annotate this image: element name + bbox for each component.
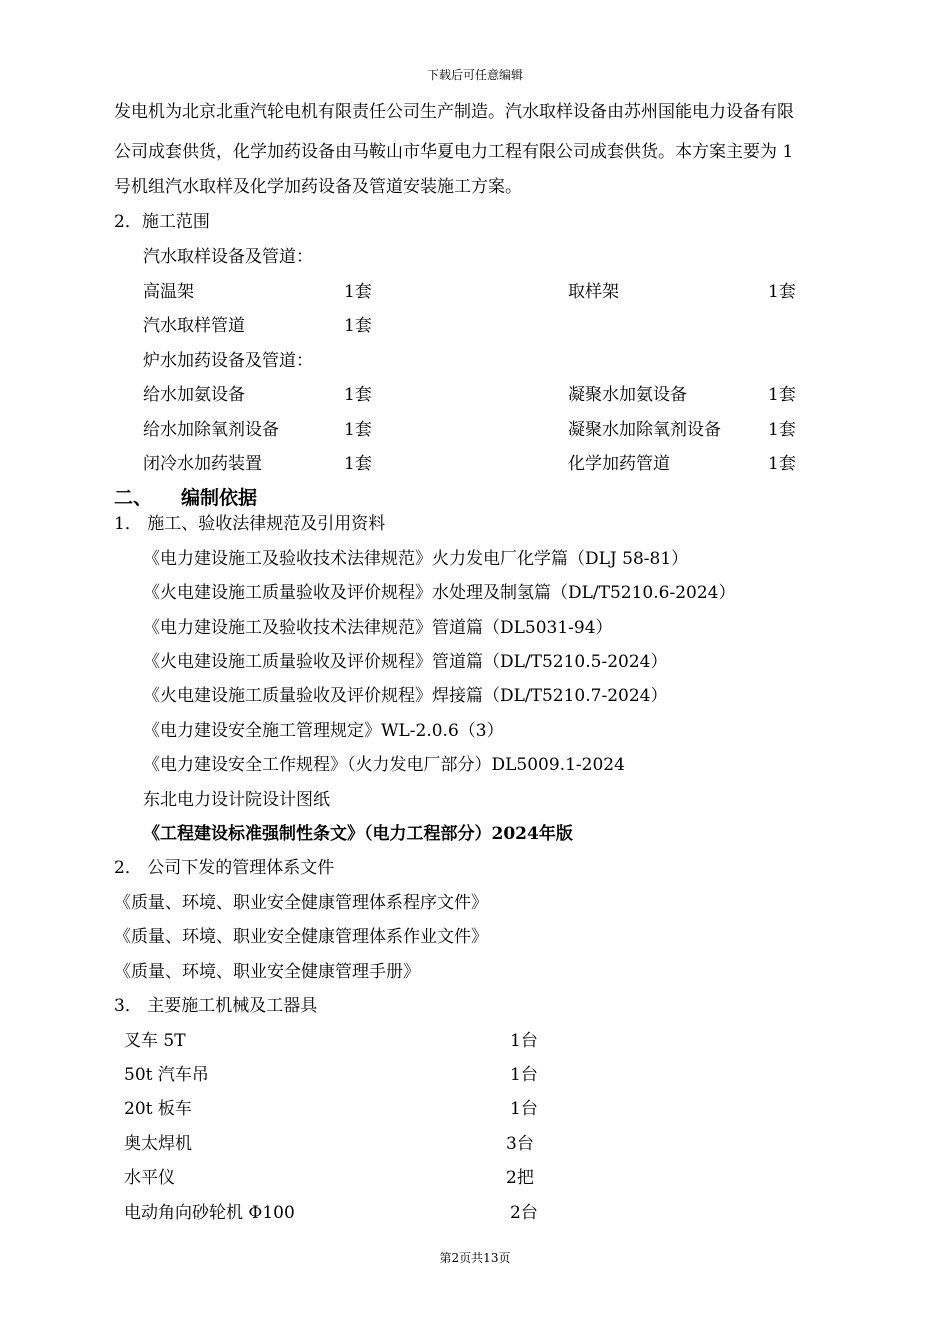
document-item: 《质量、环境、职业安全健康管理体系程序文件》 (114, 893, 488, 913)
scope-item-qty: 1套 (768, 454, 796, 474)
scope-item-qty: 1套 (768, 282, 796, 302)
subsection-title: 3． 主要施工机械及工器具 (114, 996, 318, 1016)
tool-name: 叉车 5T (124, 1031, 186, 1051)
scope-item-name: 取样架 (568, 282, 619, 302)
page-header: 下载后可任意编辑 (426, 68, 523, 82)
scope-item-qty: 1套 (344, 385, 372, 405)
reference-item: 《电力建设安全施工管理规定》WL-2.0.6（3） (143, 721, 504, 741)
scope-item-name: 汽水取样管道 (143, 316, 245, 336)
scope-item-name: 给水加氨设备 (143, 385, 245, 405)
tool-name: 20t 板车 (124, 1099, 192, 1119)
intro-line: 公司成套供货，化学加药设备由马鞍山市华夏电力工程有限公司成套供货。本方案主要为 1 (114, 142, 794, 162)
scope-item-qty: 1套 (344, 420, 372, 440)
scope-item-qty: 1套 (344, 282, 372, 302)
tool-qty: 2把 (506, 1168, 534, 1188)
tool-qty: 1台 (510, 1065, 538, 1085)
scope-item-qty: 1套 (768, 420, 796, 440)
scope-item-name: 闭冷水加药装置 (143, 454, 262, 474)
scope-item-qty: 1套 (768, 385, 796, 405)
scope-item-qty: 1套 (344, 454, 372, 474)
tool-name: 电动角向砂轮机 Φ100 (124, 1203, 295, 1223)
tool-qty: 3台 (506, 1134, 534, 1154)
reference-item: 《火电建设施工质量验收及评价规程》焊接篇（DL/T5210.7-2024） (143, 686, 668, 706)
reference-item: 东北电力设计院设计图纸 (143, 790, 330, 810)
section-number: 二、 (114, 487, 153, 509)
intro-line: 号机组汽水取样及化学加药设备及管道安装施工方案。 (114, 177, 522, 197)
tool-qty: 1台 (510, 1099, 538, 1119)
scope-item-name: 化学加药管道 (568, 454, 670, 474)
section-title: 编制依据 (181, 487, 258, 509)
tool-name: 奥太焊机 (124, 1134, 192, 1154)
scope-title: 2．施工范围 (114, 212, 210, 232)
scope-item-name: 凝聚水加除氧剂设备 (568, 420, 721, 440)
scope-group-title: 汽水取样设备及管道： (143, 247, 313, 267)
scope-group-title: 炉水加药设备及管道： (143, 351, 313, 371)
tool-qty: 2台 (510, 1203, 538, 1223)
scope-item-name: 高温架 (143, 282, 194, 302)
tool-name: 50t 汽车吊 (124, 1065, 209, 1085)
scope-item-name: 凝聚水加氨设备 (568, 385, 687, 405)
scope-item-name: 给水加除氧剂设备 (143, 420, 279, 440)
document-item: 《质量、环境、职业安全健康管理手册》 (114, 962, 420, 982)
subsection-title: 1． 施工、验收法律规范及引用资料 (114, 514, 386, 534)
document-item: 《质量、环境、职业安全健康管理体系作业文件》 (114, 927, 488, 947)
scope-item-qty: 1套 (344, 316, 372, 336)
page-footer: 第2页共13页 (439, 1251, 511, 1265)
reference-item: 《电力建设施工及验收技术法律规范》管道篇（DL5031-94） (143, 618, 613, 638)
reference-item: 《电力建设安全工作规程》（火力发电厂部分）DL5009.1-2024 (143, 755, 625, 775)
reference-item: 《火电建设施工质量验收及评价规程》管道篇（DL/T5210.5-2024） (143, 652, 668, 672)
tool-qty: 1台 (510, 1031, 538, 1051)
subsection-title: 2． 公司下发的管理体系文件 (114, 858, 335, 878)
tool-name: 水平仪 (124, 1168, 175, 1188)
reference-item: 《电力建设施工及验收技术法律规范》火力发电厂化学篇（DLJ 58-81） (143, 549, 689, 569)
reference-item-bold: 《工程建设标准强制性条文》（电力工程部分）2024年版 (143, 824, 573, 844)
intro-line: 发电机为北京北重汽轮电机有限责任公司生产制造。汽水取样设备由苏州国能电力设备有限 (114, 102, 794, 122)
reference-item: 《火电建设施工质量验收及评价规程》水处理及制氢篇（DL/T5210.6-2024） (143, 583, 736, 603)
